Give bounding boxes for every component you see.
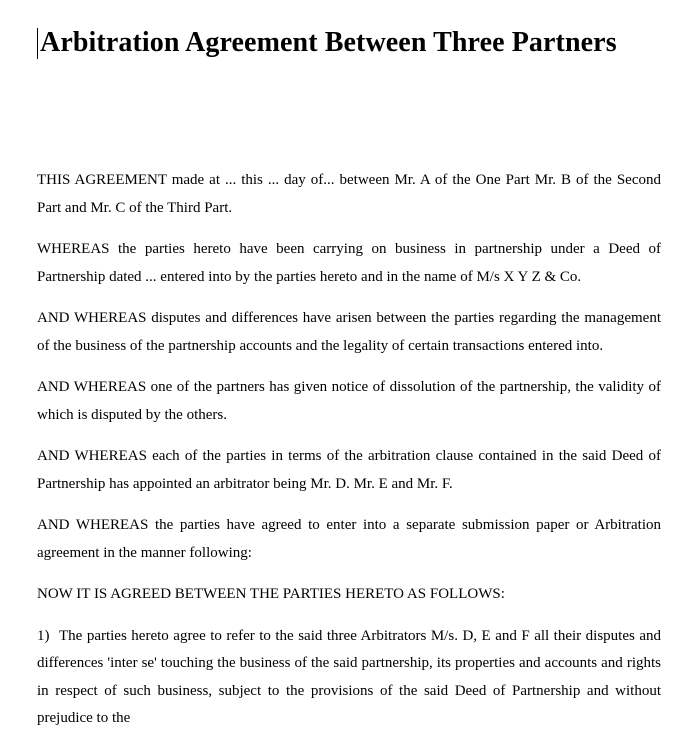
paragraph-whereas-arbitrators: AND WHEREAS each of the parties in terms of the arbitration clause contained in the said Deed of Partnership has appointed an arbitrator being Mr. D. Mr. E and Mr. F. bbox=[37, 448, 661, 492]
text-cursor bbox=[37, 28, 38, 59]
clause-1 bbox=[37, 623, 661, 733]
paragraph-now-agreed: NOW IT IS AGREED BETWEEN THE PARTIES HERETO AS FOLLOWS: bbox=[37, 586, 505, 602]
paragraph-agreement-parties: THIS AGREEMENT made at ... this ... day of... between Mr. A of the One Part Mr. B of the Second Part and Mr. C of the Third Part. bbox=[37, 172, 661, 216]
document-body bbox=[37, 167, 661, 747]
clause-1-number: 1) bbox=[37, 627, 50, 644]
paragraph-whereas-dissolution: AND WHEREAS one of the partners has given notice of dissolution of the partnership, the validity of which is disputed by the others. bbox=[37, 379, 661, 423]
document-title: Arbitration Agreement Between Three Partners bbox=[40, 27, 617, 58]
paragraph-whereas-submission: AND WHEREAS the parties have agreed to enter into a separate submission paper or Arbitration agreement in the manner following: bbox=[37, 517, 661, 561]
clause-1-text: The parties hereto agree to refer to the said three Arbitrators M/s. D, E and F all their disputes and differences 'inter se' touching the business of the said partnership, its properties and accounts and rights in respect of such business, subject to the provisions of the said Deed of Partnership and without prejudice to the bbox=[37, 627, 661, 726]
paragraph-whereas-partnership: WHEREAS the parties hereto have been carrying on business in partnership under a Deed of Partnership dated ... entered into by the parties hereto and in the name of M/s X Y Z & Co. bbox=[37, 241, 661, 285]
paragraph-whereas-disputes: AND WHEREAS disputes and differences have arisen between the parties regarding the management of the business of the partnership accounts and the legality of certain transactions entered into. bbox=[37, 310, 661, 354]
